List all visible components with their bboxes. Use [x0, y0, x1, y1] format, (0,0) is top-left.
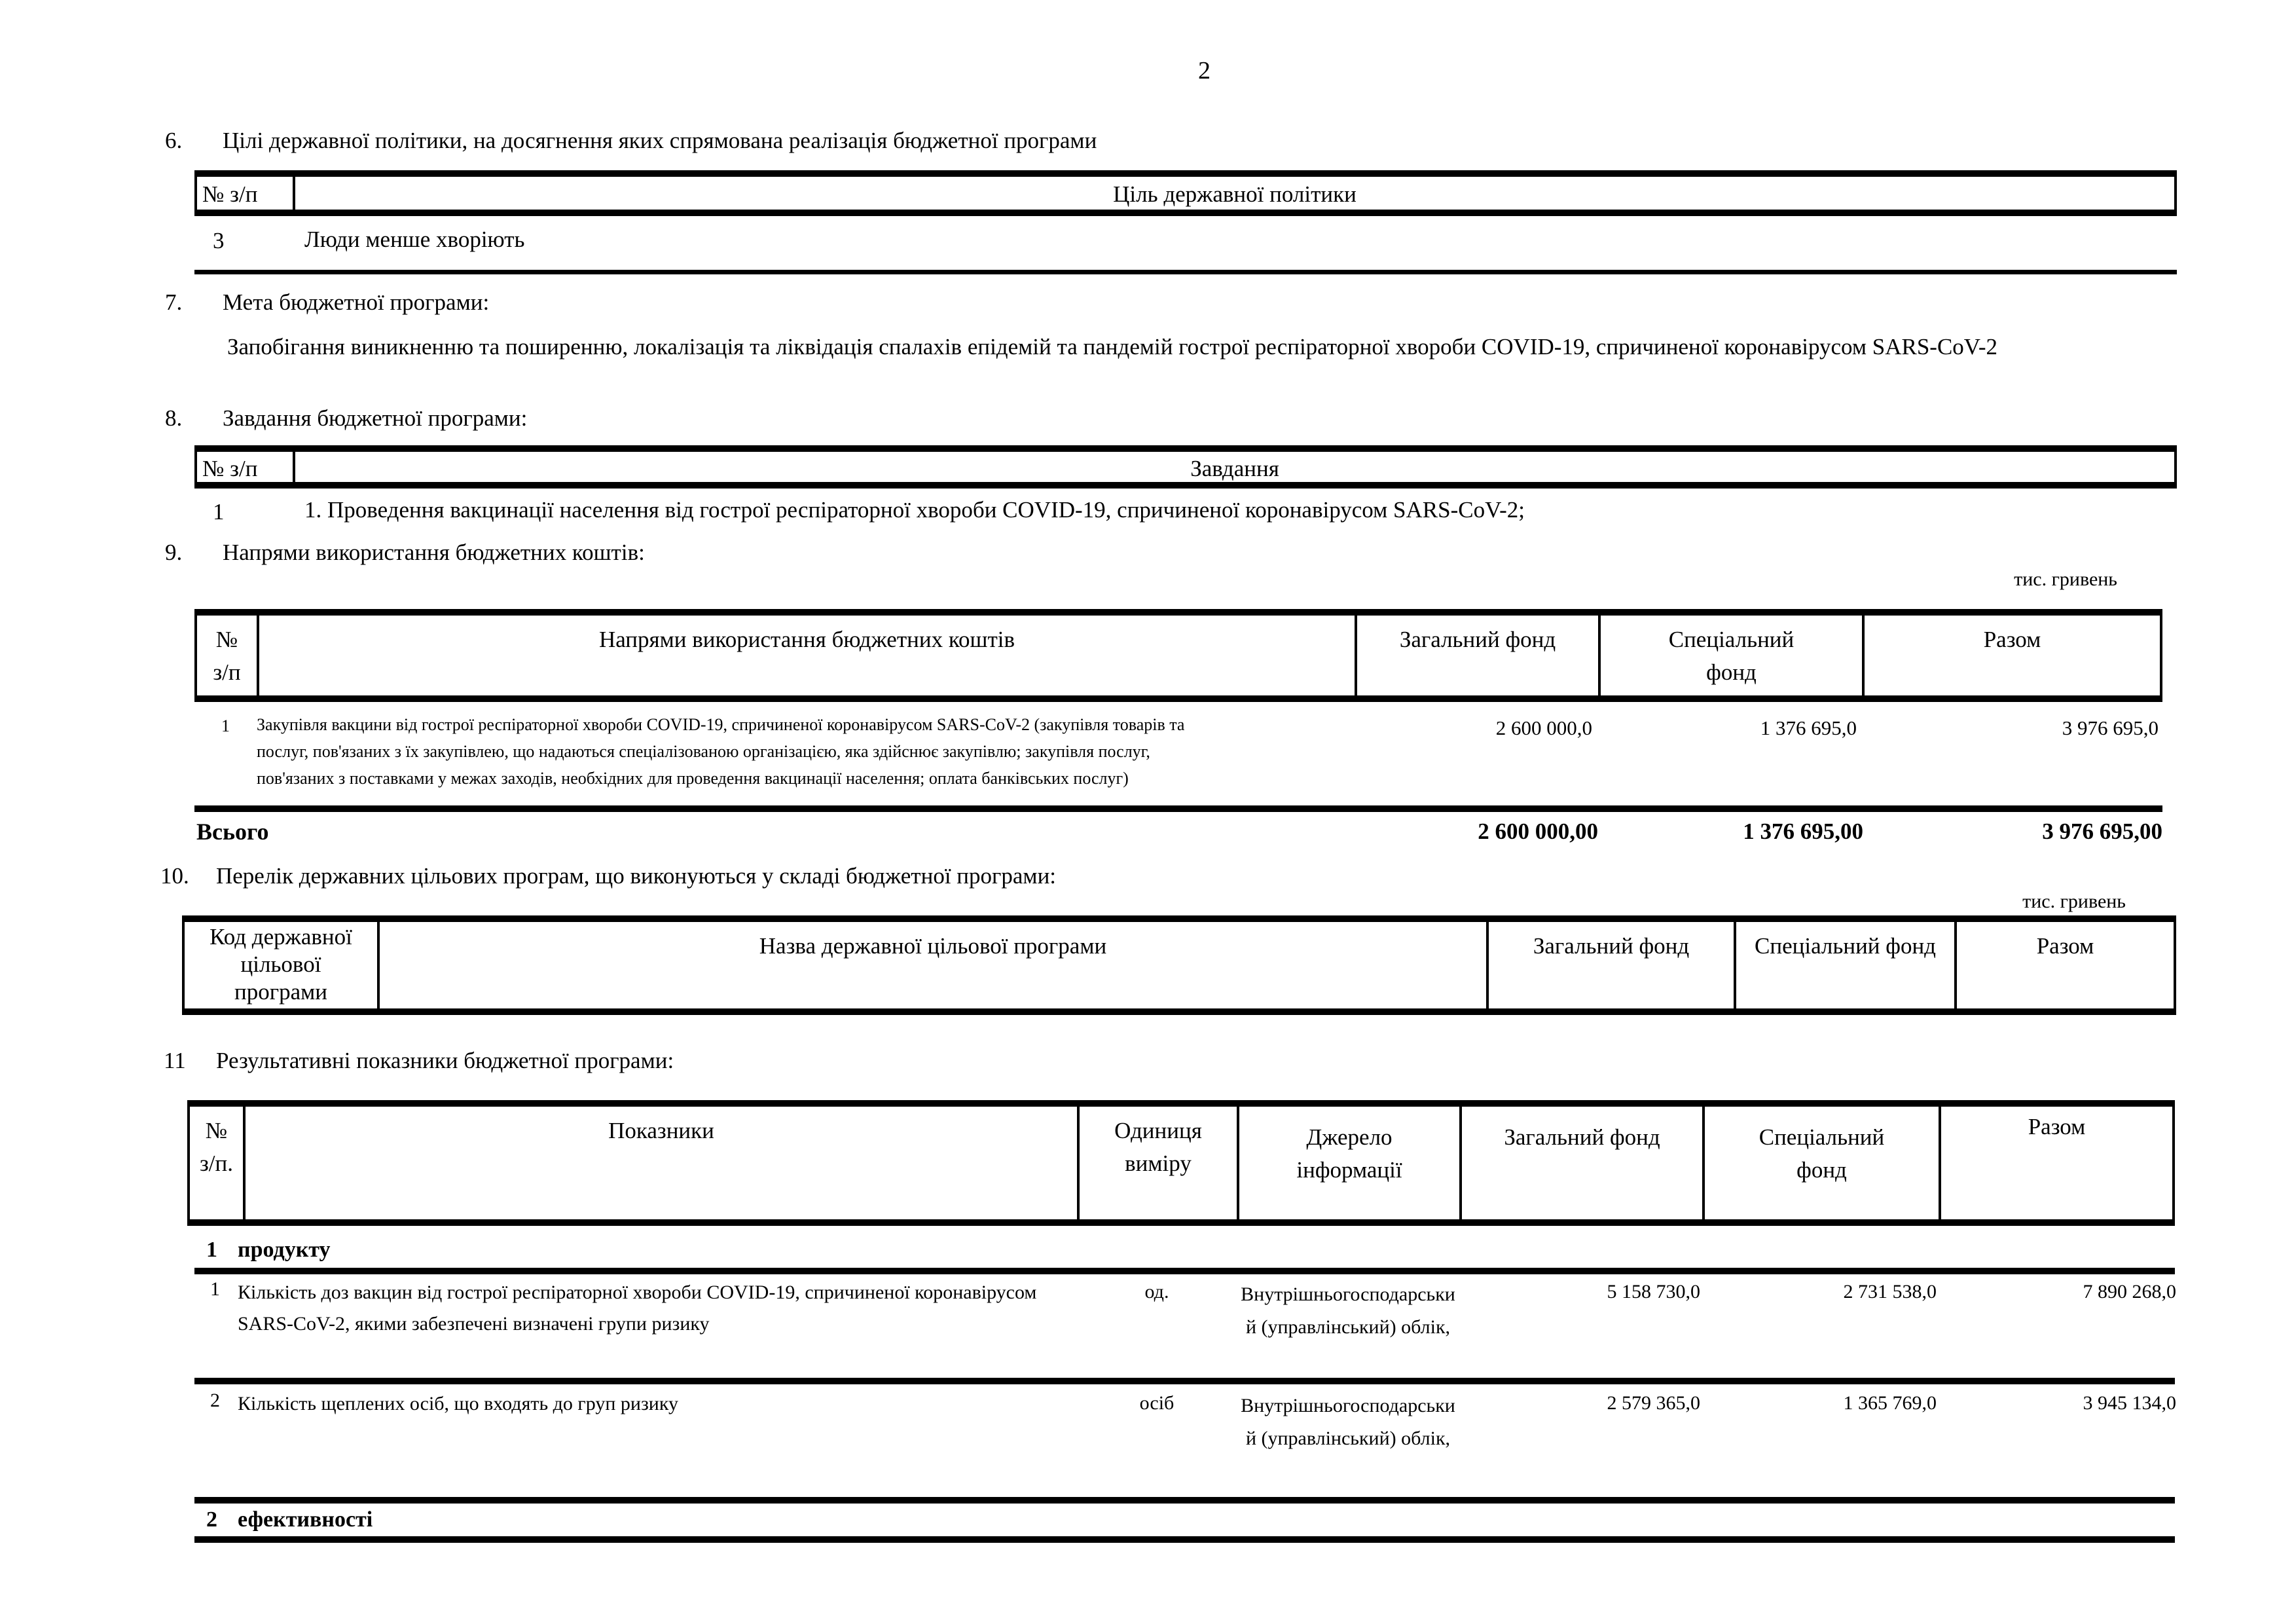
section10-number: 10.	[160, 863, 189, 889]
section9-total-general: 2 600 000,00	[1478, 819, 1598, 844]
section6-number: 6.	[165, 128, 183, 153]
section11-table-header	[187, 1100, 2175, 1226]
section11-row1-indicator: Кількість доз вакцин від гострої респіраторної хвороби COVID-19, спричиненої коронавірусом SARS-CoV-2, якими забезпечені визначені групи ризику	[238, 1282, 1037, 1335]
section11-col-num: № з/п.	[190, 1107, 246, 1219]
section10-table-header	[182, 915, 2176, 1015]
section11-row2-num: 2	[210, 1390, 220, 1411]
section11-row2-indicator: Кількість щеплених осіб, що входять до груп ризику	[238, 1393, 678, 1414]
section11-row2-general: 2 579 365,0	[1607, 1392, 1700, 1414]
section9-row-general-value: 2 600 000,0	[1495, 716, 1592, 739]
section11-row1-special: 2 731 538,0	[1843, 1281, 1937, 1302]
section10-col-special-fund: Спеціальний фонд	[1736, 922, 1957, 1008]
section8-col-name: Завдання	[1190, 456, 1279, 481]
section10-col-name: Назва державної цільової програми	[380, 922, 1489, 1008]
section9-total-label: Всього	[196, 819, 269, 845]
section9-total-total: 3 976 695,00	[2042, 819, 2162, 844]
section11-title: Результативні показники бюджетної програми:	[216, 1048, 674, 1073]
section9-row-special-value: 1 376 695,0	[1760, 716, 1857, 739]
section11-rule-1	[194, 1268, 2175, 1274]
section11-col-indicators: Показники	[246, 1107, 1080, 1219]
section9-col-num: № з/п	[197, 616, 259, 695]
section9-table-header	[194, 609, 2162, 702]
section6-title: Цілі державної політики, на досягнення яких спрямована реалізація бюджетної програми	[223, 128, 1097, 153]
section11-row1-unit: од.	[1144, 1281, 1169, 1302]
section11-row1-source: Внутрішньогосподарський (управлінський) облік,	[1241, 1283, 1455, 1338]
section11-number: 11	[164, 1048, 186, 1073]
section6-col-name: Ціль державної політики	[1113, 181, 1357, 207]
section11-group2-num: 2	[206, 1507, 217, 1532]
section11-row2-special: 1 365 769,0	[1843, 1392, 1937, 1414]
section11-row2-unit: осіб	[1139, 1392, 1175, 1414]
section8-row-text: 1. Проведення вакцинації населення від гострої респіраторної хвороби COVID-19, спричиненої коронавірусом SARS-CoV-2;	[304, 497, 1525, 523]
section10-units-note: тис. гривень	[2022, 891, 2126, 912]
section9-units-note: тис. гривень	[2014, 568, 2117, 590]
section8-number: 8.	[165, 405, 183, 431]
section10-col-code: Код державної цільової програми	[185, 922, 380, 1008]
section11-col-source: Джерело інформації	[1239, 1107, 1462, 1219]
section7-body: Запобігання виникненню та поширенню, локалізація та ліквідація спалахів епідемій та пандемій гострої респіраторної хвороби COVID-19, спричиненої коронавірусом SARS-CoV-2	[227, 334, 1998, 360]
section8-col-num: № з/п	[197, 452, 295, 482]
section11-rule-3	[194, 1497, 2175, 1504]
section9-title: Напрями використання бюджетних коштів:	[223, 540, 645, 565]
section11-col-special-fund: Спеціальний фонд	[1705, 1107, 1941, 1219]
section11-rule-4	[194, 1536, 2175, 1543]
section11-col-general-fund: Загальний фонд	[1462, 1107, 1705, 1219]
section11-col-total: Разом	[2028, 1114, 2086, 1139]
section9-col-special-fund: Спеціальний фонд	[1601, 616, 1865, 695]
section11-group1-label: продукту	[238, 1238, 331, 1262]
section10-col-total: Разом	[2036, 933, 2094, 959]
section11-row2-source: Внутрішньогосподарський (управлінський) облік,	[1241, 1395, 1455, 1449]
section7-title: Мета бюджетної програми:	[223, 289, 490, 315]
section6-row-text: Люди менше хворіють	[304, 227, 525, 252]
section11-group1-num: 1	[206, 1238, 217, 1262]
section9-col-directions: Напрями використання бюджетних коштів	[259, 616, 1357, 695]
section11-group2-label: ефективності	[238, 1507, 373, 1532]
section11-rule-2	[194, 1378, 2175, 1384]
section9-row-total-value: 3 976 695,0	[2062, 716, 2159, 739]
section11-col-unit: Одиниця виміру	[1080, 1107, 1239, 1219]
section11-row1-total: 7 890 268,0	[2083, 1281, 2176, 1302]
section6-col-num: № з/п	[197, 177, 295, 210]
section9-total-special: 1 376 695,00	[1743, 819, 1863, 844]
page-number: 2	[1198, 57, 1211, 84]
section9-row-num: 1	[221, 716, 230, 735]
section6-bottom-rule	[194, 270, 2177, 274]
section9-col-general-fund: Загальний фонд	[1357, 616, 1601, 695]
section9-number: 9.	[165, 540, 183, 565]
section7-number: 7.	[165, 289, 183, 315]
section10-col-general-fund: Загальний фонд	[1489, 922, 1736, 1008]
section10-title: Перелік державних цільових програм, що виконуються у складі бюджетної програми:	[216, 863, 1057, 889]
section9-row-text: Закупівля вакцини від гострої респіраторної хвороби COVID-19, спричиненої коронавірусом SARS-CoV-2 (закупівля товарів та послуг, пов'язаних з їх закупівлею, що надаються спеціалізованою організацією, яка здійснює закупівлю; закупівля послуг, пов'язаних з поставками у межах заходів, необхідних для проведення вакцинації населення; оплата банківських послуг)	[257, 715, 1185, 788]
section8-title: Завдання бюджетної програми:	[223, 405, 528, 431]
section9-col-total: Разом	[1983, 627, 2041, 652]
section11-row2-total: 3 945 134,0	[2083, 1392, 2176, 1414]
section6-table-header	[194, 170, 2177, 216]
section9-total-rule	[194, 805, 2162, 812]
section11-row1-num: 1	[210, 1278, 220, 1300]
section8-row-num: 1	[213, 499, 225, 525]
section8-table-header	[194, 445, 2177, 489]
section6-row-num: 3	[213, 228, 225, 253]
section11-row1-general: 5 158 730,0	[1607, 1281, 1700, 1302]
